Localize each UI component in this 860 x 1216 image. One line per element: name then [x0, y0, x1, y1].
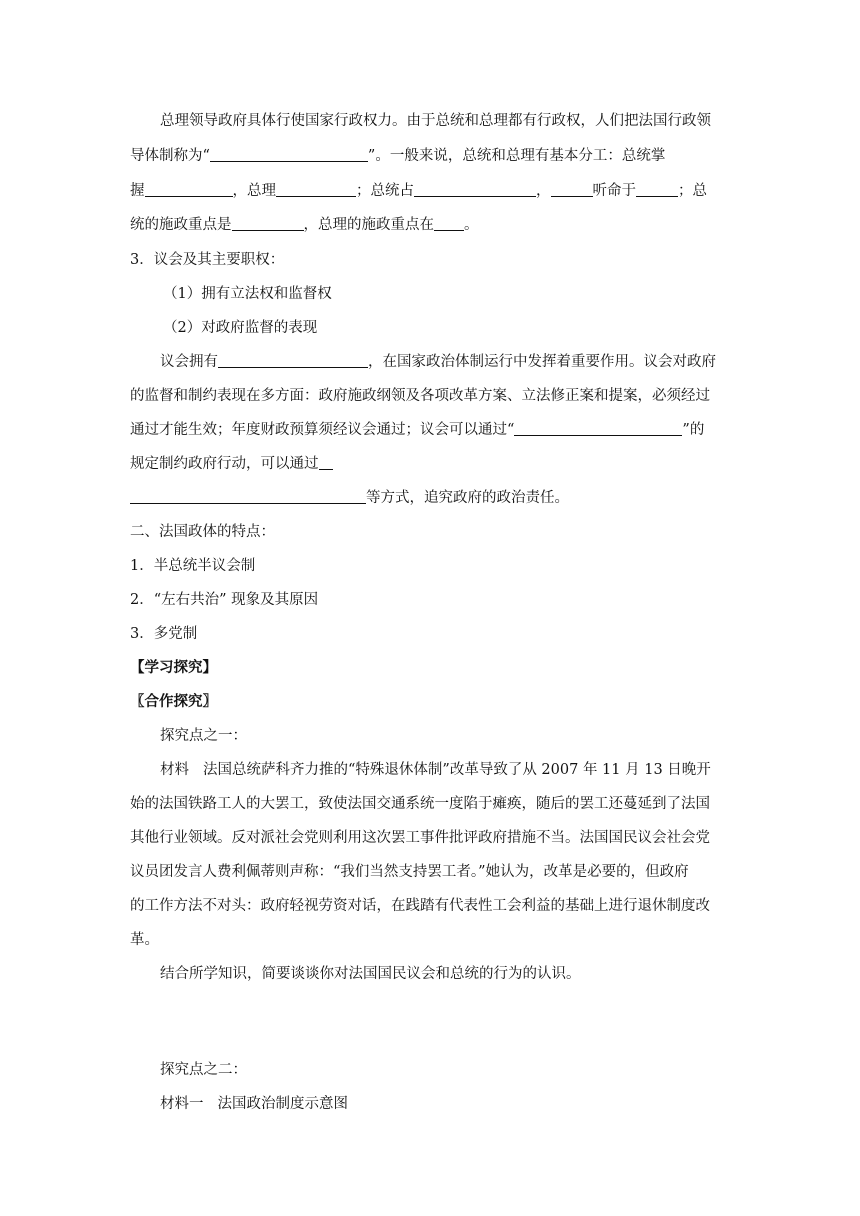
section-heading: 3．议会及其主要职权：	[130, 252, 285, 268]
material-label: 材料一	[160, 1096, 204, 1112]
text: ，总理	[232, 183, 276, 199]
fill-blank[interactable]	[636, 181, 678, 197]
paragraph-line: 革。	[130, 932, 159, 948]
fill-blank[interactable]	[145, 181, 233, 197]
fill-blank[interactable]	[210, 146, 368, 162]
text: 统的施政重点是	[130, 217, 232, 233]
text: 通过才能生效；年度财政预算须经议会通过；议会可以通过“	[130, 422, 515, 438]
paragraph-line	[160, 352, 716, 372]
paragraph-line: 始的法国铁路工人的大罢工，致使法国交通系统一度陷于瘫痪，随后的罢工还蔓延到了法国	[130, 796, 710, 812]
subsection-heading: 〖合作探究〗	[130, 693, 217, 710]
text: 法国政治制度示意图	[217, 1096, 348, 1112]
section-heading: 二、法国政体的特点：	[130, 524, 275, 540]
point-label: 探究点之一：	[160, 728, 247, 744]
list-item: （2）对政府监督的表现	[163, 320, 318, 336]
section-heading: 【学习探究】	[130, 659, 217, 676]
list-item: 1．半总统半议会制	[130, 558, 256, 574]
fill-blank[interactable]	[218, 352, 368, 368]
list-item: （1）拥有立法权和监督权	[163, 286, 332, 302]
text: ”的	[682, 422, 705, 438]
paragraph-line: 的工作方法不对头：政府轻视劳资对话，在践踏有代表性工会利益的基础上进行退休制度改	[130, 898, 710, 914]
list-item: 2．“左右共治” 现象及其原因	[130, 592, 319, 608]
paragraph-line	[130, 215, 479, 235]
paragraph-line: 议员团发言人费利佩蒂则声称：“我们当然支持罢工者。”她认为，改革是必要的，但政府	[130, 864, 689, 880]
fill-blank[interactable]	[434, 215, 464, 231]
text: ”。一般来说，总统和总理有基本分工：总统掌	[367, 148, 666, 164]
text: ，	[536, 183, 551, 199]
paragraph-line	[130, 454, 333, 474]
material-label: 材料	[160, 762, 189, 778]
text: 等方式，追究政府的政治责任。	[366, 490, 569, 506]
paragraph-line	[130, 420, 704, 440]
question: 结合所学知识，简要谈谈你对法国国民议会和总统的行为的认识。	[160, 966, 581, 982]
paragraph-line	[130, 488, 569, 508]
text: 议会拥有	[160, 354, 218, 370]
fill-blank[interactable]	[414, 181, 536, 197]
paragraph-line	[160, 760, 711, 780]
fill-blank[interactable]	[514, 420, 682, 436]
paragraph-line	[130, 146, 665, 166]
paragraph-line	[130, 181, 707, 201]
text: ，在国家政治体制运行中发挥着重要作用。议会对政府	[368, 354, 716, 370]
list-item: 3．多党制	[130, 626, 198, 642]
point-label: 探究点之二：	[160, 1062, 247, 1078]
text: 法国总统萨科齐力推的“特殊退休体制”改革导致了从 2007 年 11 月 13 日晚开	[203, 762, 711, 778]
text: 听命于	[592, 183, 636, 199]
paragraph-line: 的监督和制约表现在多方面：政府施政纲领及各项改革方案、立法修正案和提案，必须经过	[130, 388, 710, 404]
text: ，总理的施政重点在	[303, 217, 434, 233]
fill-blank[interactable]	[551, 181, 593, 197]
paragraph-line: 其他行业领域。反对派社会党则利用这次罢工事件批评政府措施不当。法国国民议会社会党	[130, 830, 710, 846]
text: ；总统占	[356, 183, 414, 199]
fill-blank[interactable]	[319, 454, 333, 470]
text: 总理领导政府具体行使国家行政权力。由于总统和总理都有行政权，人们把法国行政领	[160, 113, 711, 129]
paragraph-line	[160, 1094, 348, 1114]
text: 导体制称为“	[130, 148, 210, 164]
paragraph-line	[160, 111, 711, 131]
fill-blank[interactable]	[276, 181, 356, 197]
text: ；总	[678, 183, 707, 199]
text: 规定制约政府行动，可以通过	[130, 456, 319, 472]
text: 握	[130, 183, 145, 199]
fill-blank[interactable]	[232, 215, 304, 231]
text: 。	[464, 217, 479, 233]
fill-blank[interactable]	[130, 488, 366, 504]
